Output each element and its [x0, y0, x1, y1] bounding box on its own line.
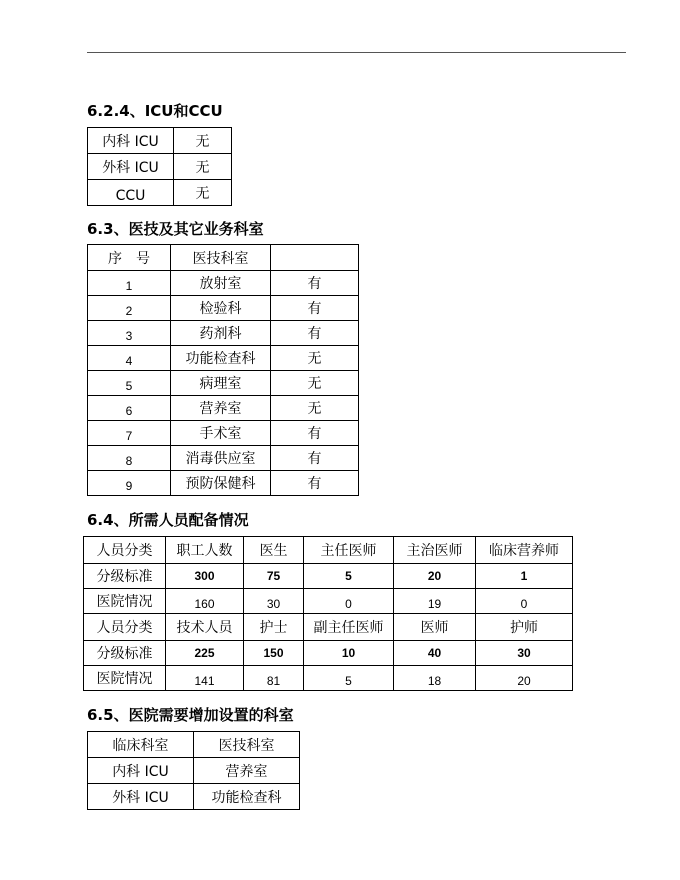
table-row	[88, 396, 359, 421]
unit-name-cell: 内科 ICU	[88, 128, 174, 154]
medtech-cell: 功能检查科	[194, 784, 300, 810]
dept-cell: 功能检查科	[171, 346, 271, 371]
seq-cell: 8	[88, 446, 171, 471]
medtech-header: 医技科室	[194, 732, 300, 758]
status-cell: 有	[271, 421, 359, 446]
column-header: 护士	[244, 614, 304, 641]
actual-value: 5	[304, 666, 394, 691]
actual-value: 0	[304, 589, 394, 614]
table-row	[88, 321, 359, 346]
dept-cell: 药剂科	[171, 321, 271, 346]
dept-cell: 病理室	[171, 371, 271, 396]
dept-cell: 手术室	[171, 421, 271, 446]
column-header: 技术人员	[166, 614, 244, 641]
added-dept-table	[87, 731, 300, 810]
table-row	[84, 641, 573, 666]
section-64-title: 6.4、所需人员配备情况	[87, 511, 249, 529]
unit-name-cell: 外科 ICU	[88, 154, 174, 180]
standard-value: 1	[476, 564, 573, 589]
column-header: 副主任医师	[304, 614, 394, 641]
standard-value: 300	[166, 564, 244, 589]
unit-value-cell: 无	[174, 180, 232, 206]
table-row	[88, 784, 300, 810]
actual-value: 81	[244, 666, 304, 691]
actual-value: 19	[394, 589, 476, 614]
table-row	[84, 666, 573, 691]
actual-value: 20	[476, 666, 573, 691]
dept-cell: 消毒供应室	[171, 446, 271, 471]
table-row	[88, 371, 359, 396]
section-63-title: 6.3、医技及其它业务科室	[87, 220, 264, 238]
status-cell: 无	[271, 346, 359, 371]
table-row	[88, 421, 359, 446]
table-row	[88, 154, 232, 180]
standard-value: 75	[244, 564, 304, 589]
row-label: 医院情况	[84, 589, 166, 614]
standard-value: 5	[304, 564, 394, 589]
staffing-table	[83, 536, 573, 691]
seq-cell: 4	[88, 346, 171, 371]
medtech-cell: 营养室	[194, 758, 300, 784]
status-cell: 有	[271, 296, 359, 321]
status-cell: 有	[271, 271, 359, 296]
seq-cell: 1	[88, 271, 171, 296]
table-header-row	[88, 732, 300, 758]
dept-cell: 预防保健科	[171, 471, 271, 496]
clinical-cell: 内科 ICU	[88, 758, 194, 784]
row-label: 医院情况	[84, 666, 166, 691]
table-row	[88, 271, 359, 296]
seq-cell: 6	[88, 396, 171, 421]
column-header: 职工人数	[166, 537, 244, 564]
dept-cell: 放射室	[171, 271, 271, 296]
actual-value: 160	[166, 589, 244, 614]
table-row	[88, 758, 300, 784]
unit-value-cell: 无	[174, 154, 232, 180]
column-header: 主任医师	[304, 537, 394, 564]
section-65-title: 6.5、医院需要增加设置的科室	[87, 706, 294, 724]
standard-value: 225	[166, 641, 244, 666]
standard-value: 10	[304, 641, 394, 666]
status-cell: 无	[271, 396, 359, 421]
category-header: 人员分类	[84, 614, 166, 641]
row-label: 分级标准	[84, 564, 166, 589]
table-row	[88, 346, 359, 371]
table-row	[88, 180, 232, 206]
seq-cell: 2	[88, 296, 171, 321]
medtech-dept-table	[87, 244, 359, 496]
unit-value-cell: 无	[174, 128, 232, 154]
actual-value: 18	[394, 666, 476, 691]
table-row	[84, 589, 573, 614]
table-row	[88, 128, 232, 154]
unit-name-cell: CCU	[88, 180, 174, 206]
table-header-row	[88, 245, 359, 271]
dept-header: 医技科室	[171, 245, 271, 271]
category-header: 人员分类	[84, 537, 166, 564]
section-624-title: 6.2.4、ICU和CCU	[87, 102, 223, 120]
actual-value: 30	[244, 589, 304, 614]
table-row	[88, 446, 359, 471]
table-header-row	[84, 614, 573, 641]
dept-cell: 营养室	[171, 396, 271, 421]
status-cell: 无	[271, 371, 359, 396]
status-cell: 有	[271, 321, 359, 346]
table-row	[84, 564, 573, 589]
column-header: 临床营养师	[476, 537, 573, 564]
standard-value: 30	[476, 641, 573, 666]
dept-cell: 检验科	[171, 296, 271, 321]
seq-cell: 5	[88, 371, 171, 396]
status-cell: 有	[271, 471, 359, 496]
standard-value: 40	[394, 641, 476, 666]
icu-ccu-table	[87, 127, 232, 206]
standard-value: 20	[394, 564, 476, 589]
clinical-header: 临床科室	[88, 732, 194, 758]
status-cell: 有	[271, 446, 359, 471]
actual-value: 141	[166, 666, 244, 691]
seq-header: 序 号	[88, 245, 171, 271]
column-header: 主治医师	[394, 537, 476, 564]
seq-cell: 9	[88, 471, 171, 496]
column-header: 医生	[244, 537, 304, 564]
seq-cell: 3	[88, 321, 171, 346]
column-header: 护师	[476, 614, 573, 641]
actual-value: 0	[476, 589, 573, 614]
table-row	[88, 471, 359, 496]
row-label: 分级标准	[84, 641, 166, 666]
column-header: 医师	[394, 614, 476, 641]
clinical-cell: 外科 ICU	[88, 784, 194, 810]
header-rule	[87, 52, 626, 53]
seq-cell: 7	[88, 421, 171, 446]
table-row	[88, 296, 359, 321]
standard-value: 150	[244, 641, 304, 666]
status-header	[271, 245, 359, 271]
table-header-row	[84, 537, 573, 564]
